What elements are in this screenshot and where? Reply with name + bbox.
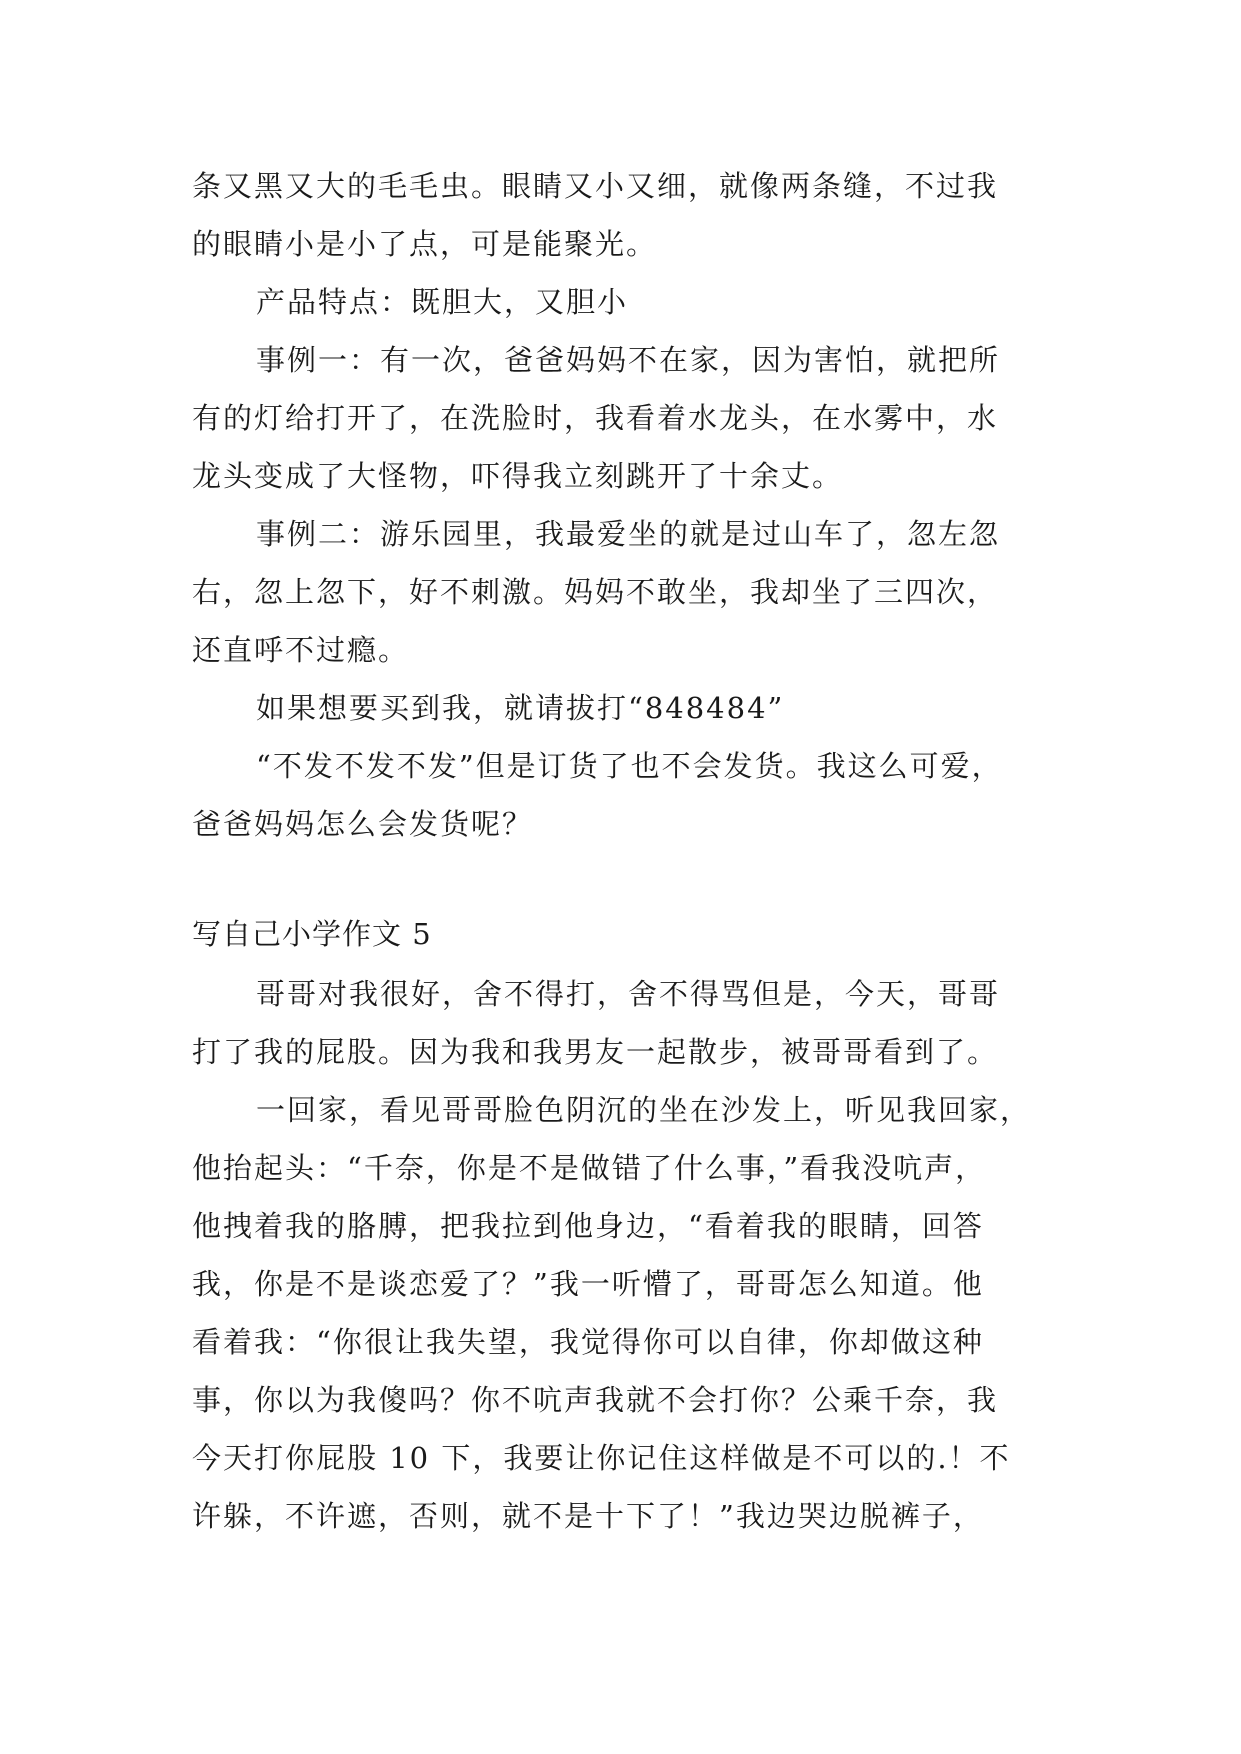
essay-section	[192, 905, 1062, 963]
text-line: 有的灯给打开了，在洗脸时，我看着水龙头，在水雾中，水	[192, 401, 999, 435]
phone-line: 如果想要买到我，就请拔打“848484”	[256, 691, 785, 725]
example-two-line: 事例二：游乐园里，我最爱坐的就是过山车了，忽左忽	[256, 517, 1001, 551]
essay-continuation	[192, 157, 1062, 853]
text-line: “不发不发不发”但是订货了也不会发货。我这么可爱，	[256, 749, 1003, 783]
text-line: 还直呼不过瘾。	[192, 633, 410, 667]
text-line: 哥哥对我很好，舍不得打，舍不得骂但是，今天，哥哥	[256, 977, 1001, 1011]
text-line: 条又黑又大的毛毛虫。眼睛又小又细，就像两条缝，不过我	[192, 169, 999, 203]
text-line: 一回家，看见哥哥脸色阴沉的坐在沙发上，听见我回家，	[256, 1093, 1032, 1127]
product-feature-line: 产品特点：既胆大，又胆小	[256, 285, 629, 319]
text-line: 右，忽上忽下，好不刺激。妈妈不敢坐，我却坐了三四次，	[192, 575, 999, 609]
text-line: 龙头变成了大怪物，吓得我立刻跳开了十余丈。	[192, 459, 844, 493]
essay-body	[192, 965, 1062, 1545]
text-line: 事，你以为我傻吗？你不吭声我就不会打你？公乘千奈，我	[192, 1383, 999, 1417]
text-line: 我，你是不是谈恋爱了？”我一听懵了，哥哥怎么知道。他	[192, 1267, 984, 1301]
essay-heading: 写自己小学作文 5	[192, 917, 432, 951]
text-line: 的眼睛小是小了点，可是能聚光。	[192, 227, 658, 261]
text-line: 今天打你屁股 10 下，我要让你记住这样做是不可以的.！不	[192, 1441, 1011, 1475]
text-line: 他拽着我的胳膊，把我拉到他身边，“看着我的眼睛，回答	[192, 1209, 984, 1243]
text-line: 看着我：“你很让我失望，我觉得你可以自律，你却做这种	[192, 1325, 984, 1359]
text-line: 他抬起头：“千奈，你是不是做错了什么事，”看我没吭声，	[192, 1151, 987, 1185]
text-line: 许躲，不许遮，否则，就不是十下了！”我边哭边脱裤子，	[192, 1499, 984, 1533]
text-line: 打了我的屁股。因为我和我男友一起散步，被哥哥看到了。	[192, 1035, 999, 1069]
text-line: 爸爸妈妈怎么会发货呢？	[192, 807, 534, 841]
example-one-line: 事例一：有一次，爸爸妈妈不在家，因为害怕，就把所	[256, 343, 1001, 377]
